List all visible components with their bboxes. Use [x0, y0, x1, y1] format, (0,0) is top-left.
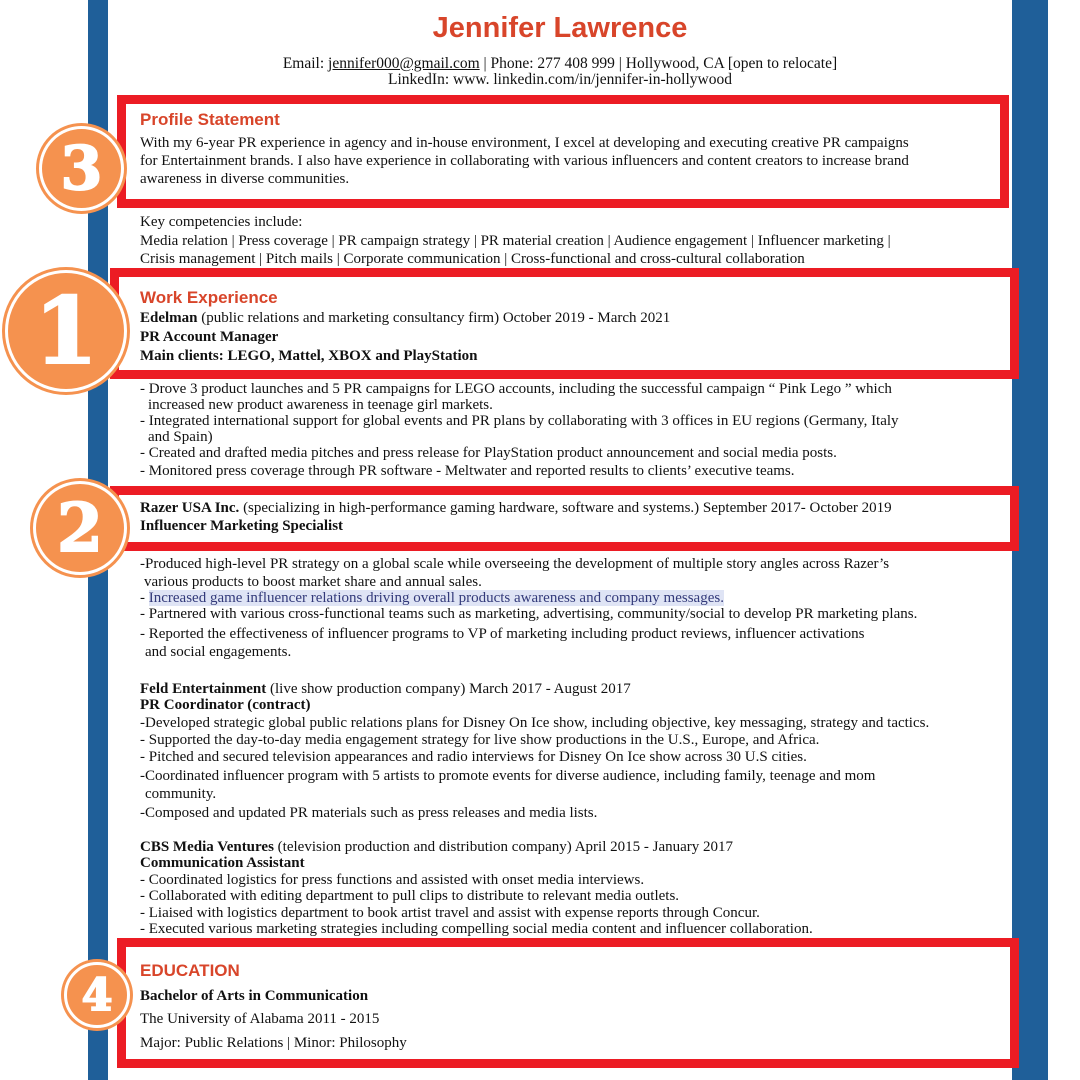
email-link[interactable]: jennifer000@gmail.com [328, 55, 480, 72]
resume-page [108, 0, 1012, 1080]
job-bullet: - Executed various marketing strategies including compelling social media content and influencer collaboration. [140, 921, 813, 937]
job-role: Communication Assistant [140, 855, 305, 871]
job-bullet: - Supported the day-to-day media engagement strategy for live show productions in the U.S., Europe, and Africa. [140, 732, 820, 748]
job-bullet: and social engagements. [145, 644, 292, 660]
job-desc: (live show production company) March 2017 - August 2017 [266, 681, 631, 697]
job-bullet: and Spain) [148, 429, 213, 445]
job-company: Edelman [140, 310, 198, 326]
job-bullet: community. [145, 786, 217, 802]
job-company: Feld Entertainment [140, 681, 267, 697]
job-desc: (television production and distribution company) April 2015 - January 2017 [273, 839, 734, 855]
job-company: Razer USA Inc. [140, 500, 240, 516]
job-company: CBS Media Ventures [140, 839, 274, 855]
job-bullet: - Partnered with various cross-functional teams such as marketing, advertising, community/social to develop PR marketing plans. [140, 606, 918, 622]
profile-line: for Entertainment brands. I also have experience in collaborating with various influencers and content creators to increase brand [140, 153, 909, 169]
job-header [140, 681, 631, 697]
job-bullet: - Drove 3 product launches and 5 PR campaigns for LEGO accounts, including the successful campaign “ Pink Lego ” which [140, 381, 892, 397]
job-header [140, 310, 670, 326]
job-bullet: - Coordinated logistics for press functions and assisted with onset media interviews. [140, 872, 645, 888]
education-degree: Bachelor of Arts in Communication [140, 988, 369, 1004]
job-bullet: -Produced high-level PR strategy on a global scale while overseeing the development of multiple story angles across Razer’s [140, 556, 890, 572]
job-desc: (specializing in high-performance gaming hardware, software and systems.) September 2017- October 2019 [239, 500, 892, 516]
education-major: Major: Public Relations | Minor: Philosophy [140, 1035, 407, 1051]
contact-details: | Phone: 277 408 999 | Hollywood, CA [open to relocate] [483, 55, 838, 72]
job-bullet: - Pitched and secured television appearances and radio interviews for Disney On Ice show across 30 U.S cities. [140, 749, 807, 765]
job-bullet: - Collaborated with editing department to pull clips to distribute to relevant media outlets. [140, 888, 680, 904]
job-desc: (public relations and marketing consultancy firm) October 2019 - March 2021 [197, 310, 671, 326]
job-role: Influencer Marketing Specialist [140, 518, 344, 534]
competencies-list: Crisis management | Pitch mails | Corporate communication | Cross-functional and cross-cultural collaboration [140, 251, 805, 267]
contact-line [108, 55, 1012, 72]
competencies-list: Media relation | Press coverage | PR campaign strategy | PR material creation | Audience engagement | Influencer marketing | [140, 233, 891, 249]
job-role: PR Account Manager [140, 329, 279, 345]
job-header [140, 839, 733, 855]
badge-3: 3 [39, 126, 124, 211]
badge-2: 2 [33, 481, 127, 575]
job-bullet: - Monitored press coverage through PR software - Meltwater and reported results to clients’ executive teams. [140, 463, 795, 479]
email-label: Email: [282, 55, 325, 72]
work-title: Work Experience [140, 288, 278, 307]
education-title: EDUCATION [140, 961, 240, 980]
job-bullet-highlighted: - Increased game influencer relations driving overall products awareness and company messages. [140, 590, 724, 606]
resume-name: Jennifer Lawrence [432, 12, 688, 44]
badge-4: 4 [64, 962, 130, 1028]
job-bullet: -Composed and updated PR materials such as press releases and media lists. [140, 805, 598, 821]
profile-title: Profile Statement [140, 110, 280, 129]
profile-line: awareness in diverse communities. [140, 171, 350, 187]
highlighted-text: Increased game influencer relations driving overall products awareness and company messages. [148, 590, 724, 606]
competencies-intro: Key competencies include: [140, 214, 303, 230]
education-school: The University of Alabama 2011 - 2015 [140, 1011, 380, 1027]
job-bullet: -Coordinated influencer program with 5 artists to promote events for diverse audience, including family, teenage and mom [140, 768, 876, 784]
right-blue-border [1012, 0, 1048, 1080]
job-clients: Main clients: LEGO, Mattel, XBOX and PlayStation [140, 348, 478, 364]
job-bullet: various products to boost market share and annual sales. [144, 574, 482, 590]
job-bullet: - Created and drafted media pitches and press release for PlayStation product announcement and social media posts. [140, 445, 837, 461]
job-bullet: - Reported the effectiveness of influencer programs to VP of marketing including product reviews, influencer activations [140, 626, 865, 642]
job-bullet: -Developed strategic global public relations plans for Disney On Ice show, including objective, key messaging, strategy and tactics. [140, 715, 930, 731]
badge-1: 1 [5, 270, 127, 392]
job-bullet: - Liaised with logistics department to book artist travel and assist with expense reports through Concur. [140, 905, 760, 921]
job-role: PR Coordinator (contract) [140, 697, 311, 713]
profile-line: With my 6-year PR experience in agency and in-house environment, I excel at developing and executing creative PR campaigns [140, 135, 909, 151]
job-bullet: - Integrated international support for global events and PR plans by collaborating with 3 offices in EU regions (Germany, Italy [140, 413, 899, 429]
job-bullet: increased new product awareness in teenage girl markets. [148, 397, 493, 413]
linkedin-line[interactable]: LinkedIn: www. linkedin.com/in/jennifer-in-hollywood [388, 71, 732, 88]
job-header [140, 500, 892, 516]
